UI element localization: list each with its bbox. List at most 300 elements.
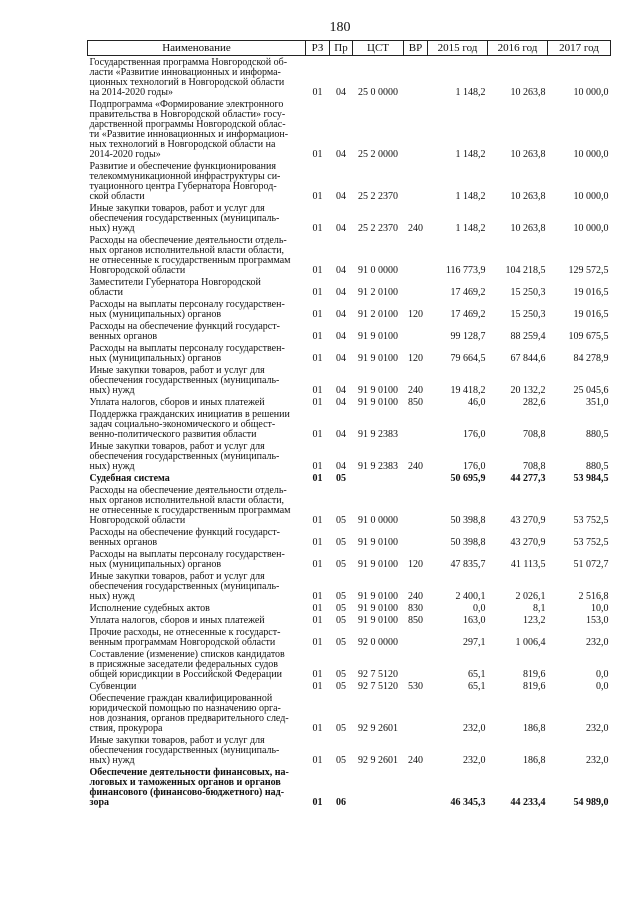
row-pr: 05 (336, 603, 346, 614)
row-name-line: ных органов исполнительной власти области, (89, 245, 285, 256)
row-2015: 1 148,2 (455, 191, 486, 202)
row-2015: 1 148,2 (455, 223, 486, 234)
row-cst: 91 9 0100 (358, 591, 398, 602)
row-pr: 04 (336, 223, 346, 234)
row-2016: 104 218,5 (505, 265, 546, 276)
row-name-line: Составление (изменение) списков кандидатов (89, 649, 285, 660)
row-cst: 91 9 2383 (358, 429, 398, 440)
row-name (88, 572, 306, 604)
row-rz: 01 (312, 681, 323, 692)
row-2015: 50 695,9 (450, 473, 486, 484)
row-name (88, 204, 306, 236)
row-name-line: зора (89, 797, 110, 808)
row-vr: 240 (408, 755, 423, 766)
table-body (88, 56, 611, 811)
table-row (88, 162, 611, 204)
row-vr: 530 (408, 681, 423, 692)
row-name (88, 736, 306, 768)
header-2016: 2016 год (488, 41, 548, 56)
row-name-line: Развитие и обеспечение функционирования (89, 161, 276, 172)
row-pr: 04 (336, 309, 346, 320)
row-name-line: не отнесенные к государственным программам (89, 255, 291, 266)
row-2016: 43 270,9 (510, 515, 546, 526)
row-name-line: ных) нужд (89, 755, 135, 766)
row-cst: 91 2 0100 (358, 287, 398, 298)
row-rz: 01 (312, 537, 323, 548)
row-name-line: ных технологий в Новгородской области на (89, 139, 276, 150)
row-2016: 43 270,9 (510, 537, 546, 548)
table-row (88, 100, 611, 162)
row-2016: 41 113,5 (510, 559, 546, 570)
row-name-line: области (89, 287, 123, 298)
row-rz: 01 (312, 723, 323, 734)
row-cst: 92 7 5120 (358, 681, 398, 692)
row-2015: 1 148,2 (455, 87, 486, 98)
row-rz: 01 (312, 265, 323, 276)
row-2016: 123,2 (523, 615, 546, 626)
row-2017: 129 572,5 (568, 265, 609, 276)
row-name-line: Исполнение судебных актов (89, 603, 210, 614)
row-name-line: Расходы на обеспечение функций государст- (89, 527, 280, 538)
row-name-line: юридической помощью по назначению орга- (89, 703, 281, 714)
row-2016: 10 263,8 (510, 223, 546, 234)
row-2015: 116 773,9 (445, 265, 486, 276)
row-2017: 880,5 (586, 429, 609, 440)
row-name-line: Расходы на выплаты персоналу государствен- (89, 343, 285, 354)
row-cst (353, 474, 404, 486)
row-name-line: Иные закупки товаров, работ и услуг для (89, 735, 265, 746)
table-row (88, 550, 611, 572)
row-2015: 19 418,2 (450, 385, 486, 396)
row-2016: 282,6 (523, 397, 546, 408)
row-name-line: венных органов (89, 331, 158, 342)
row-pr: 04 (336, 397, 346, 408)
row-2015: 17 469,2 (450, 309, 486, 320)
row-2017: 51 072,7 (573, 559, 609, 570)
table-row (88, 344, 611, 366)
row-rz: 01 (312, 397, 323, 408)
row-name-line: ласти «Развитие инновационных и информа- (89, 67, 281, 78)
row-name (88, 442, 306, 474)
row-name-line: Иные закупки товаров, работ и услуг для (89, 441, 265, 452)
row-rz: 01 (312, 615, 323, 626)
row-2017: 10 000,0 (573, 149, 609, 160)
row-name-line: Заместители Губернатора Новгородской (89, 277, 261, 288)
row-vr: 120 (408, 309, 423, 320)
row-name-line: Новгородской области (89, 515, 186, 526)
row-rz: 01 (312, 87, 323, 98)
row-cst: 25 2 2370 (358, 191, 398, 202)
table-row (88, 650, 611, 682)
row-2016: 10 263,8 (510, 87, 546, 98)
row-2016: 2 026,1 (515, 591, 546, 602)
row-pr: 04 (336, 287, 346, 298)
row-2016: 15 250,3 (510, 309, 546, 320)
row-name-line: Иные закупки товаров, работ и услуг для (89, 365, 265, 376)
row-cst: 92 0 0000 (358, 637, 398, 648)
row-vr (404, 278, 428, 300)
row-2017: 351,0 (586, 397, 609, 408)
row-pr: 04 (336, 385, 346, 396)
row-vr: 830 (408, 603, 423, 614)
row-vr (404, 528, 428, 550)
row-rz: 01 (312, 287, 323, 298)
row-name (88, 56, 306, 101)
row-name-line: на 2014-2020 годы» (89, 87, 173, 98)
row-pr: 05 (336, 473, 346, 484)
row-vr (404, 410, 428, 442)
row-rz: 01 (312, 515, 323, 526)
row-rz: 01 (312, 461, 323, 472)
row-name (88, 162, 306, 204)
row-2015: 0,0 (473, 603, 486, 614)
row-2015: 46,0 (468, 397, 486, 408)
row-cst: 91 9 0100 (358, 537, 398, 548)
row-name-line: в присяжные заседатели федеральных судов (89, 659, 279, 670)
row-2017: 153,0 (586, 615, 609, 626)
row-vr (404, 162, 428, 204)
row-rz: 01 (312, 559, 323, 570)
row-name-line: обеспечения государственных (муниципаль- (89, 581, 280, 592)
row-cst: 91 9 0100 (358, 397, 398, 408)
row-2016: 708,8 (523, 461, 546, 472)
row-2015: 17 469,2 (450, 287, 486, 298)
row-pr: 04 (336, 191, 346, 202)
row-2017: 0,0 (596, 669, 609, 680)
row-name (88, 344, 306, 366)
row-name-line: туационного центра Губернатора Новгород- (89, 181, 277, 192)
row-name-line: задач социально-экономического и общест- (89, 419, 276, 430)
row-cst: 91 9 0100 (358, 331, 398, 342)
row-vr (404, 100, 428, 162)
row-vr: 240 (408, 223, 423, 234)
row-pr: 05 (336, 637, 346, 648)
row-name (88, 300, 306, 322)
row-name-line: 2014-2020 годы» (89, 149, 161, 160)
row-2017: 232,0 (586, 755, 609, 766)
row-name-line: Расходы на выплаты персоналу государствен- (89, 299, 285, 310)
row-pr: 05 (336, 591, 346, 602)
row-name-line: не отнесенные к государственным программам (89, 505, 291, 516)
header-cst: ЦСТ (353, 41, 404, 56)
budget-table (87, 40, 611, 810)
row-pr: 05 (336, 755, 346, 766)
row-2016: 1 006,4 (515, 637, 546, 648)
row-2016: 819,6 (523, 669, 546, 680)
row-name-line: Иные закупки товаров, работ и услуг для (89, 203, 265, 214)
header-vr: ВР (404, 41, 428, 56)
row-name-line: общей юрисдикции в Российской Федерации (89, 669, 282, 680)
row-2015: 2 400,1 (455, 591, 486, 602)
row-pr: 06 (336, 797, 346, 808)
row-2016: 708,8 (523, 429, 546, 440)
row-2015: 232,0 (463, 755, 486, 766)
row-2017: 25 045,6 (573, 385, 609, 396)
row-2016: 186,8 (523, 755, 546, 766)
row-vr (404, 694, 428, 736)
row-cst: 25 2 2370 (358, 223, 398, 234)
row-2015: 65,1 (468, 681, 486, 692)
header-rz: РЗ (306, 41, 330, 56)
row-2016: 15 250,3 (510, 287, 546, 298)
row-name-line: ных (муниципальных) органов (89, 309, 222, 320)
row-2015: 79 664,5 (450, 353, 486, 364)
row-2015: 99 128,7 (450, 331, 486, 342)
table-row (88, 56, 611, 101)
row-name (88, 366, 306, 398)
row-vr (404, 650, 428, 682)
row-2015: 297,1 (463, 637, 486, 648)
row-name (88, 278, 306, 300)
row-pr: 04 (336, 461, 346, 472)
table-row (88, 442, 611, 474)
row-name-line: Расходы на обеспечение деятельности отдель- (89, 485, 287, 496)
row-2017: 232,0 (586, 637, 609, 648)
row-pr: 04 (336, 353, 346, 364)
row-pr: 04 (336, 87, 346, 98)
row-name-line: обеспечения государственных (муниципаль- (89, 451, 280, 462)
row-name-line: дарственной программы Новгородской облас- (89, 119, 286, 130)
row-name (88, 628, 306, 650)
row-name-line: Обеспечение деятельности финансовых, на- (89, 767, 289, 778)
row-2017: 84 278,9 (573, 353, 609, 364)
row-rz: 01 (312, 755, 323, 766)
row-2017: 10 000,0 (573, 191, 609, 202)
row-2017: 10 000,0 (573, 87, 609, 98)
row-pr: 04 (336, 265, 346, 276)
row-name-line: Расходы на обеспечение деятельности отдель- (89, 235, 287, 246)
row-cst: 91 9 0100 (358, 559, 398, 570)
row-pr: 05 (336, 669, 346, 680)
row-vr: 120 (408, 353, 423, 364)
row-name-line: обеспечения государственных (муниципаль- (89, 375, 280, 386)
table-row (88, 628, 611, 650)
row-name-line: Обеспечение граждан квалифицированной (89, 693, 273, 704)
row-rz: 01 (312, 385, 323, 396)
row-cst: 91 9 2383 (358, 461, 398, 472)
row-pr: 04 (336, 429, 346, 440)
row-vr: 240 (408, 591, 423, 602)
row-name-line: правительства в Новгородской области» госу- (89, 109, 286, 120)
row-name-line: Уплата налогов, сборов и иных платежей (89, 397, 265, 408)
row-rz: 01 (312, 191, 323, 202)
row-cst: 92 7 5120 (358, 669, 398, 680)
row-name-line: Расходы на обеспечение функций государст- (89, 321, 280, 332)
row-name-line: ных органов исполнительной власти области, (89, 495, 285, 506)
row-2016: 20 132,2 (510, 385, 546, 396)
row-2015: 47 835,7 (450, 559, 486, 570)
row-vr (404, 628, 428, 650)
row-name-line: ционных технологий в Новгородской области (89, 77, 285, 88)
table-row (88, 410, 611, 442)
row-2016: 186,8 (523, 723, 546, 734)
row-name (88, 100, 306, 162)
row-pr: 04 (336, 331, 346, 342)
row-vr: 240 (408, 461, 423, 472)
row-name-line: ных) нужд (89, 591, 135, 602)
row-vr (404, 768, 428, 810)
row-name (88, 322, 306, 344)
row-name-line: обеспечения государственных (муниципаль- (89, 745, 280, 756)
table-row (88, 768, 611, 810)
table-row (88, 236, 611, 278)
row-2017: 19 016,5 (573, 309, 609, 320)
row-cst: 91 0 0000 (358, 265, 398, 276)
row-2015: 176,0 (463, 461, 486, 472)
row-name (88, 550, 306, 572)
row-pr: 05 (336, 681, 346, 692)
row-name-line: Иные закупки товаров, работ и услуг для (89, 571, 265, 582)
row-cst: 25 2 0000 (358, 149, 398, 160)
row-name (88, 768, 306, 810)
row-2015: 50 398,8 (450, 537, 486, 548)
row-name-line: ской области (89, 191, 145, 202)
table-header-row (88, 41, 611, 56)
row-name-line: ных) нужд (89, 461, 135, 472)
row-name-line: ти «Развитие инновационных и информацион- (89, 129, 289, 140)
row-vr: 120 (408, 559, 423, 570)
row-name-line: ствия, прокурора (89, 723, 163, 734)
row-rz: 01 (312, 591, 323, 602)
row-rz: 01 (312, 473, 323, 484)
row-name-line: ных) нужд (89, 385, 135, 396)
row-2015: 176,0 (463, 429, 486, 440)
table-row (88, 278, 611, 300)
row-2017: 53 752,5 (573, 515, 609, 526)
row-name-line: Судебная система (89, 473, 170, 484)
row-name-line: Прочие расходы, не отнесенные к государст- (89, 627, 281, 638)
row-name-line: Новгородской области (89, 265, 186, 276)
row-2017: 880,5 (586, 461, 609, 472)
page-number: 180 (329, 20, 351, 35)
row-name-line: нов дознания, органов предварительного след- (89, 713, 289, 724)
header-2017: 2017 год (548, 41, 611, 56)
row-cst: 25 0 0000 (358, 87, 398, 98)
table-row (88, 322, 611, 344)
row-name-line: венных органов (89, 537, 158, 548)
row-name (88, 528, 306, 550)
row-vr (404, 236, 428, 278)
row-2015: 232,0 (463, 723, 486, 734)
row-vr: 850 (408, 615, 423, 626)
row-rz: 01 (312, 331, 323, 342)
row-cst: 92 9 2601 (358, 755, 398, 766)
row-vr: 240 (408, 385, 423, 396)
row-rz: 01 (312, 149, 323, 160)
row-name-line: логовых и таможенных органов и органов (89, 777, 281, 788)
table-row (88, 366, 611, 398)
header-2015: 2015 год (428, 41, 488, 56)
row-cst: 92 9 2601 (358, 723, 398, 734)
row-name (88, 694, 306, 736)
table-row (88, 694, 611, 736)
row-2017: 109 675,5 (568, 331, 609, 342)
row-pr: 05 (336, 515, 346, 526)
row-rz: 01 (312, 797, 323, 808)
row-2017: 53 984,5 (573, 473, 609, 484)
row-vr (404, 56, 428, 101)
row-cst: 91 9 0100 (358, 615, 398, 626)
table-row (88, 486, 611, 528)
row-name-line: ных (муниципальных) органов (89, 559, 222, 570)
header-pr: Пр (330, 41, 353, 56)
row-name-line: Расходы на выплаты персоналу государствен- (89, 549, 285, 560)
row-pr: 05 (336, 615, 346, 626)
row-name-line: венно-политического развития области (89, 429, 257, 440)
row-cst: 91 9 0100 (358, 353, 398, 364)
table-row (88, 736, 611, 768)
row-name (88, 236, 306, 278)
row-name-line: финансового (финансово-бюджетного) над- (89, 787, 285, 798)
row-name-line: телекоммуникационной инфраструктуры си- (89, 171, 281, 182)
header-name: Наименование (88, 41, 306, 56)
row-2016: 67 844,6 (510, 353, 546, 364)
row-2017: 10 000,0 (573, 223, 609, 234)
row-2016: 819,6 (523, 681, 546, 692)
row-2017: 53 752,5 (573, 537, 609, 548)
table-row (88, 572, 611, 604)
row-2017: 10,0 (591, 603, 609, 614)
row-name-line: ных (муниципальных) органов (89, 353, 222, 364)
row-2016: 88 259,4 (510, 331, 546, 342)
row-2017: 0,0 (596, 681, 609, 692)
row-2016: 10 263,8 (510, 191, 546, 202)
row-2017: 19 016,5 (573, 287, 609, 298)
row-rz: 01 (312, 637, 323, 648)
row-vr: 850 (408, 397, 423, 408)
row-vr (404, 474, 428, 486)
row-2015: 1 148,2 (455, 149, 486, 160)
row-name-line: ных) нужд (89, 223, 135, 234)
row-name-line: венным программам Новгородской области (89, 637, 276, 648)
row-cst: 91 2 0100 (358, 309, 398, 320)
row-rz: 01 (312, 223, 323, 234)
row-cst (353, 768, 404, 810)
table-row (88, 528, 611, 550)
row-pr: 05 (336, 723, 346, 734)
row-name-line: Субвенции (89, 681, 137, 692)
row-2017: 54 989,0 (573, 797, 609, 808)
row-2015: 163,0 (463, 615, 486, 626)
row-name-line: обеспечения государственных (муниципаль- (89, 213, 280, 224)
row-name-line: Подпрограмма «Формирование электронного (89, 99, 284, 110)
row-2017: 232,0 (586, 723, 609, 734)
row-cst: 91 0 0000 (358, 515, 398, 526)
row-cst: 91 9 0100 (358, 385, 398, 396)
row-2015: 50 398,8 (450, 515, 486, 526)
row-rz: 01 (312, 309, 323, 320)
table-row (88, 300, 611, 322)
row-rz: 01 (312, 603, 323, 614)
row-2017: 2 516,8 (578, 591, 609, 602)
row-pr: 05 (336, 559, 346, 570)
row-2015: 46 345,3 (450, 797, 486, 808)
row-name (88, 486, 306, 528)
row-2016: 8,1 (533, 603, 546, 614)
row-name-line: Уплата налогов, сборов и иных платежей (89, 615, 265, 626)
row-pr: 05 (336, 537, 346, 548)
row-vr (404, 486, 428, 528)
table-row (88, 204, 611, 236)
row-name-line: Государственная программа Новгородской об- (89, 57, 288, 68)
row-2016: 10 263,8 (510, 149, 546, 160)
row-2016: 44 233,4 (510, 797, 546, 808)
row-rz: 01 (312, 429, 323, 440)
row-pr: 04 (336, 149, 346, 160)
row-2015: 65,1 (468, 669, 486, 680)
row-2016: 44 277,3 (510, 473, 546, 484)
row-rz: 01 (312, 353, 323, 364)
